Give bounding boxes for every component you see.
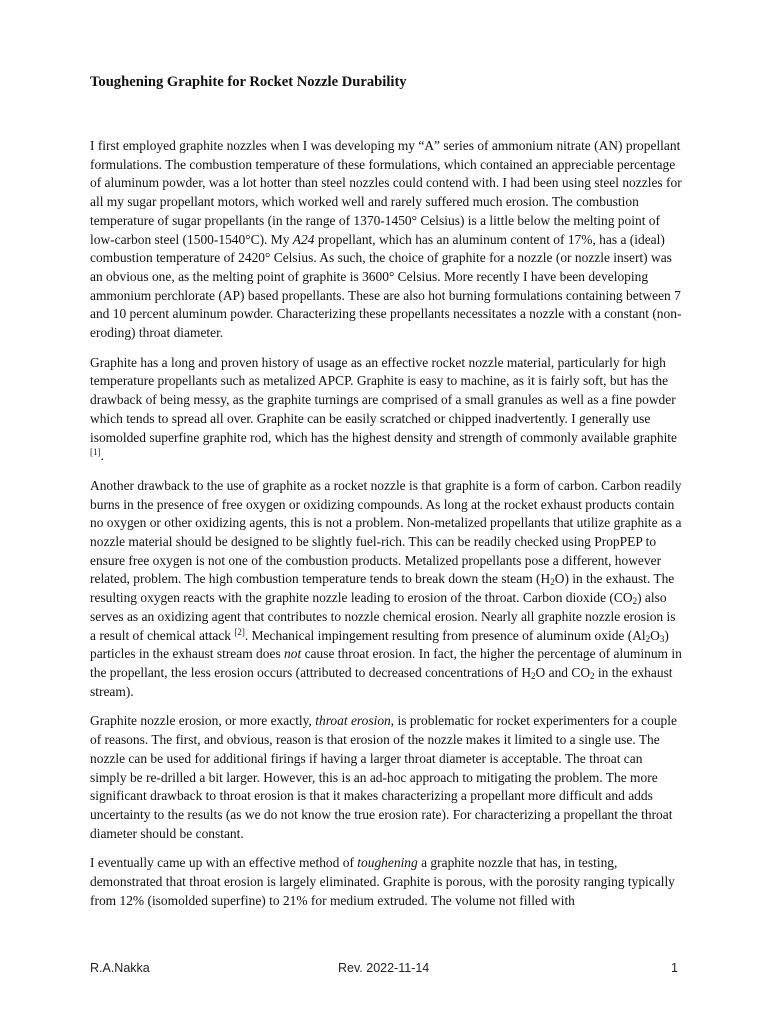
page-footer [0, 961, 768, 979]
paragraph-1: I first employed graphite nozzles when I was developing my “A” series of ammonium nitrate (AN) propellant formulations. The combustion temperature of these formulations, which contained an appreciable percentage of aluminum powder, was a lot hotter than steel nozzles could contend with. I had been using steel nozzles for all my sugar propellant motors, which worked well and rarely suffered much erosion. The combustion temperature of sugar propellants (in the range of 1370-1450° Celsius) is a little below the melting point of low-carbon steel (1500-1540°C). My A24 propellant, which has an aluminum content of 17%, has a (ideal) combustion temperature of 2420° Celsius. As such, the choice of graphite for a nozzle (or nozzle insert) was an obvious one, as the melting point of graphite is 3600° Celsius. More recently I have been developing ammonium perchlorate (AP) based propellants. These are also hot burning formulations containing between 7 and 10 percent aluminum powder. Characterizing these propellants necessitates a nozzle with a constant (non-eroding) throat diameter. [90, 138, 682, 341]
paragraph-3: Another drawback to the use of graphite as a rocket nozzle is that graphite is a form of carbon. Carbon readily burns in the presence of free oxygen or oxidizing compounds. As long at the rocket exhaust products contain no oxygen or other oxidizing agents, this is not a problem. Non-metalized propellants that utilize graphite as a nozzle material should be designed to be slightly fuel-rich. This can be readily checked using PropPEP to ensure free oxygen is not one of the combustion products. Metalized propellants pose a different, however related, problem. The high combustion temperature tends to break down the steam $(H_2O)$ in the exhaust. The resulting oxygen reacts with the graphite nozzle leading to erosion of the throat. Carbon dioxide $(CO_2)$ also serves as an oxidizing agent that contributes to nozzle chemical erosion. Nearly all graphite nozzle erosion is a result of chemical attack [2]. Mechanical impingement resulting from presence of aluminum oxide $(Al_2O_3)$ particles in the exhaust stream does not cause throat erosion. In fact, the higher the percentage of aluminum in the propellant, the less erosion occurs (attributed to decreased concentrations of $H_2O$ and $CO_2$ in the exhaust stream). [90, 477, 682, 699]
paragraph-5: I eventually came up with an effective method of toughening a graphite nozzle that has, in testing, demonstrated that throat erosion is largely eliminated. Graphite is porous, with the porosity ranging typically from 12% (isomolded superfine) to 21% for medium extruded. The volume not filled with [90, 855, 675, 908]
reference-2: [2] [234, 626, 245, 637]
reference-1: [1] [90, 447, 101, 458]
paragraph-4: Graphite nozzle erosion, or more exactly, throat erosion, is problematic for rocket experimenters for a couple of reasons. The first, and obvious, reason is that erosion of the nozzle makes it limited to a single use. The nozzle can be used for additional firings if having a larger throat diameter is acceptable. The throat can simply be re-drilled a bit larger. However, this is an ad-hoc approach to mitigating the problem. The more significant drawback to throat erosion is that it makes characterizing a propellant more difficult and adds uncertainty to the results (as we do not know the true erosion rate). For characterizing a propellant the throat diameter should be constant. [90, 713, 677, 841]
page-number: 1 [671, 961, 678, 975]
propellant-name: A24 [292, 231, 315, 247]
document-body [90, 137, 682, 921]
footer-revision: Rev. 2022-11-14 [338, 961, 430, 975]
document-title: Toughening Graphite for Rocket Nozzle Durability [90, 74, 407, 90]
footer-author: R.A.Nakka [90, 961, 150, 975]
paragraph-2: Graphite has a long and proven history of usage as an effective rocket nozzle material, particularly for high temperature propellants such as metalized APCP. Graphite is easy to machine, as it is fairly soft, but has the drawback of being messy, as the graphite turnings are comprised of a small granules as well as a fine powder which tends to spread all over. Graphite can be easily scratched or chipped inadvertently. I generally use isomolded superfine graphite rod, which has the highest density and strength of commonly available graphite [1]. [90, 354, 677, 464]
